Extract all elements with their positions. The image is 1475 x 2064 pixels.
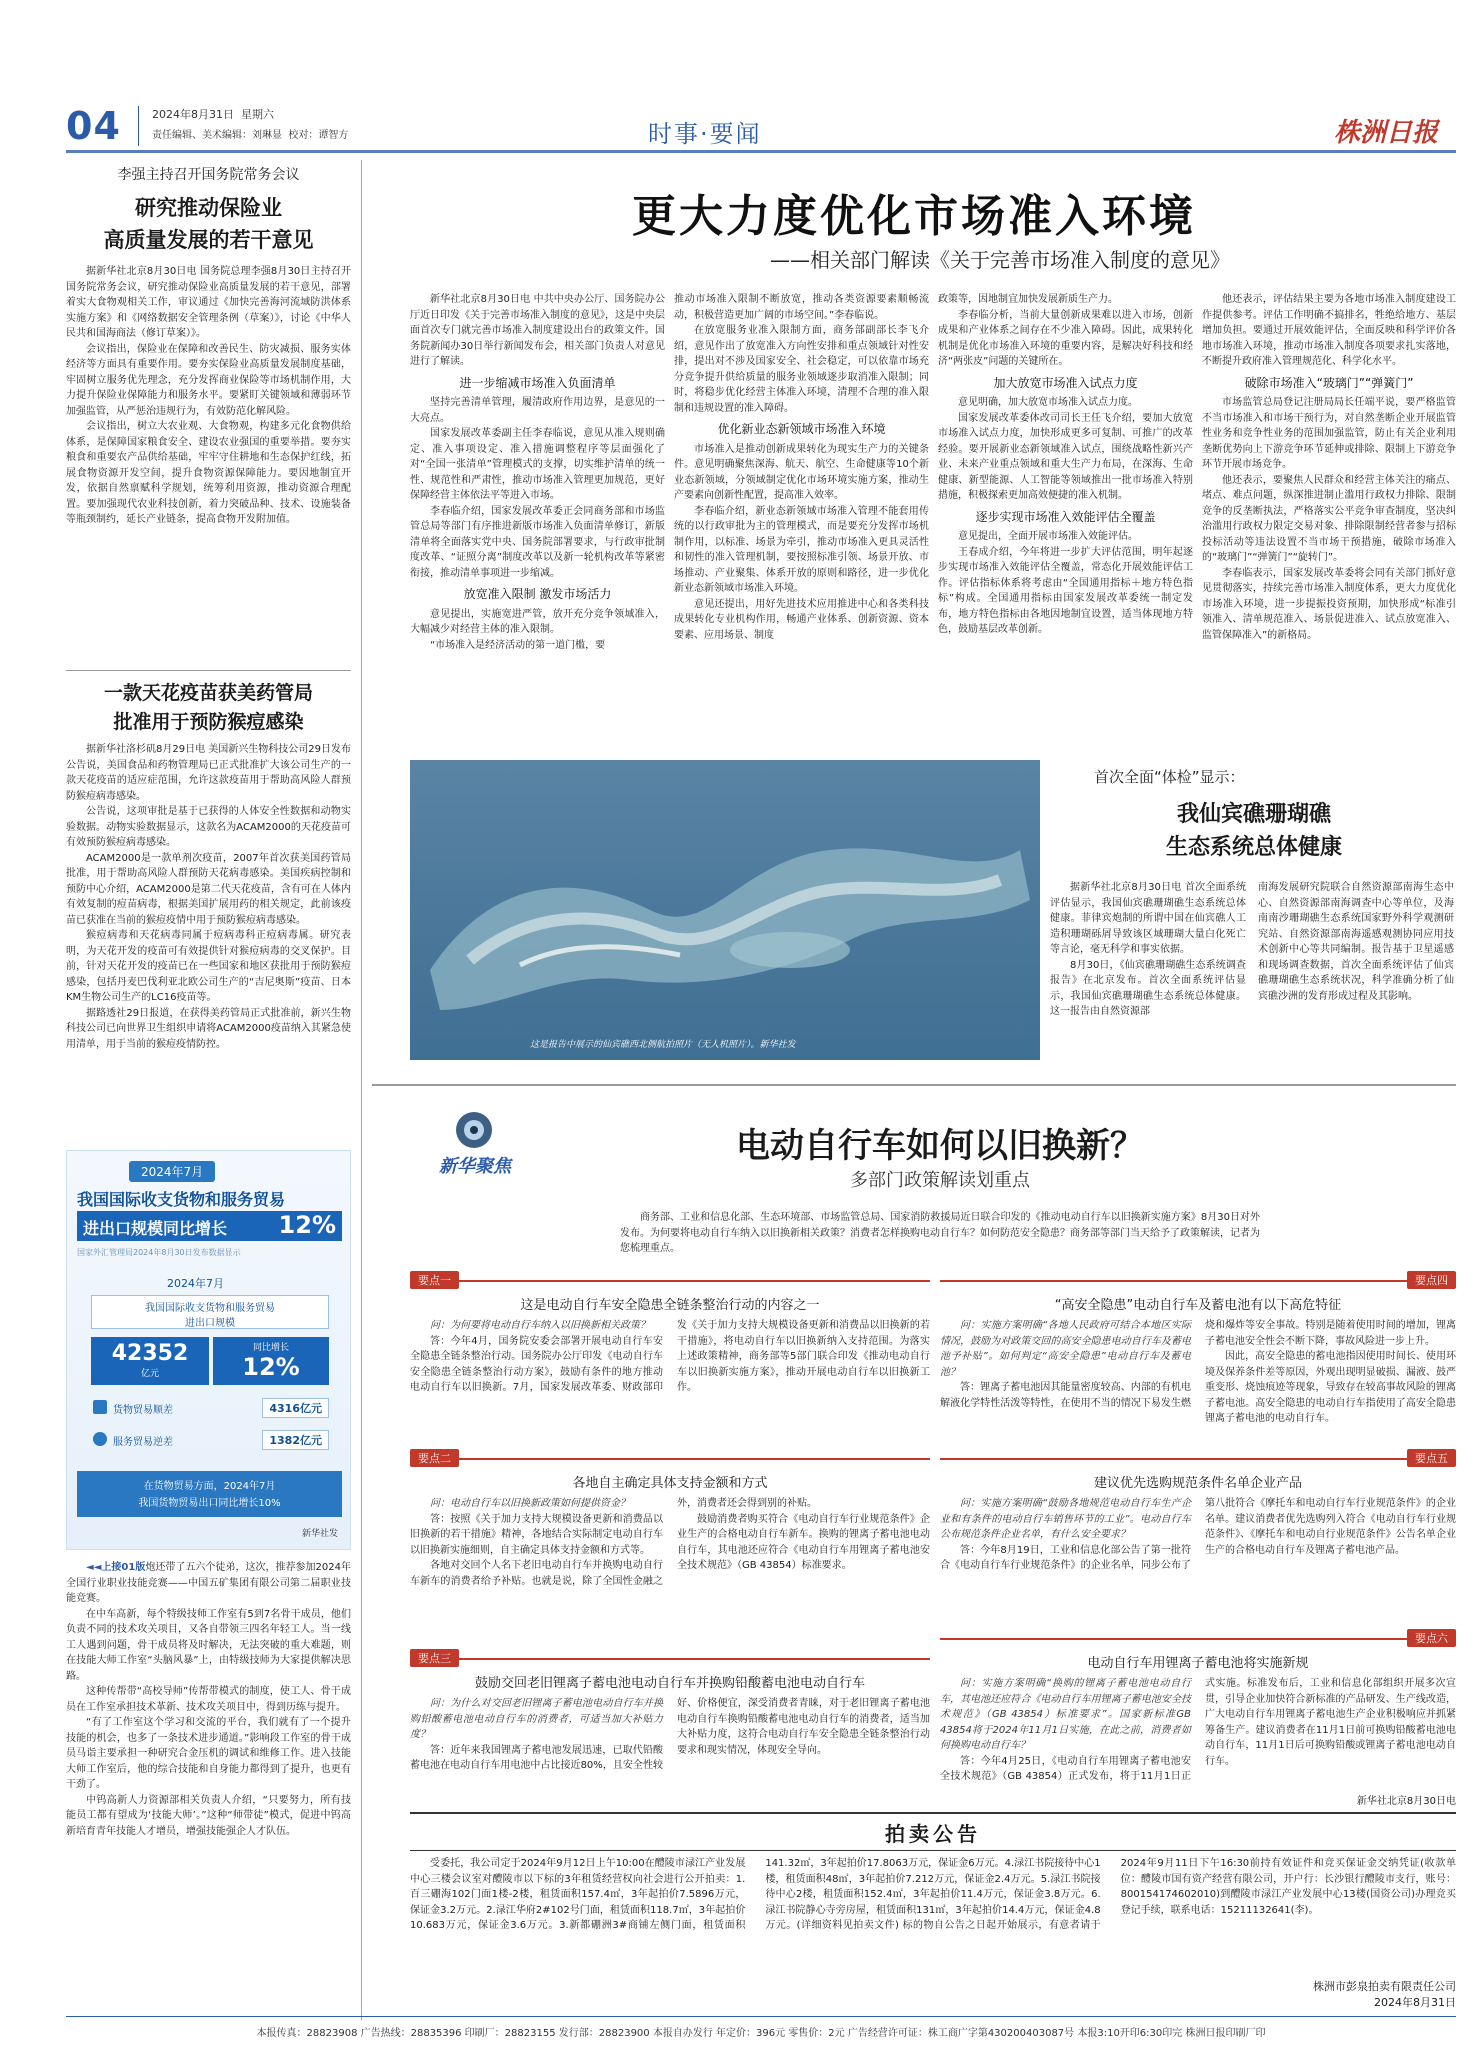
- paragraph: ◄◄上接01版炮还带了五六个徒弟，这次，推荐参加2024年全国行业职业技能竞赛——中国五矿集团有限公司第二届职业技能竞赛。: [66, 1562, 352, 1604]
- infographic-banner: 2024年7月: [129, 1161, 215, 1182]
- column-2: [674, 292, 929, 643]
- paragraph: 会议指出，保险业在保障和改善民生、防灾减损、服务实体经济等方面具有重要作用。要夯实保险业高质量发展制度基础，牢固树立服务优先理念，充分发挥商业保险等市场机制作用，大力提升保险业保障能力和服务水平。要紧盯关键领域和薄弱环节加强监管，从严惩治违规行为，有效防范化解风险。: [66, 343, 351, 417]
- subhead: 优化新业态新领域市场准入环境: [717, 422, 886, 436]
- main-subheadline: ——相关部门解读《关于完善市场准入制度的意见》: [770, 248, 1230, 272]
- point-tag: 要点一: [410, 1271, 459, 1289]
- goods-row: 货物贸易顺差 4316亿元: [91, 1397, 329, 1419]
- paragraph: 国家发展改革委副主任李春临说，意见从准入规则确定、准入事项设定、准入措施调整程序等层面强化了对“全国一张清单”管理模式的支撑，切实维护清单的统一性、规范性和严肃性，推动市场准入管理更加规范，更好保障经营主体依法平等进入市场。: [410, 428, 665, 501]
- footer-info: 本报传真：28823908 广告热线：28835396 印刷厂：28823155 发行部：28823900 本报自办发行 年定价：396元 零售价：2元 广告经营许可证：株工商广字第430200403087号 本报3:10开印6:30印完 株洲日报印刷厂印: [256, 2028, 1266, 2039]
- paragraph: 他还表示，评估结果主要为各地市场准入制度建设工作提供参考。评估工作明确不搞排名，牲绝给地方、基层增加负担。要通过开展效能评估，全面反映和科学评价各地市场准入环境，推动市场准入制度各项要求扎实落地，不断提升政府准入管理规范化、科学化水平。: [1202, 294, 1456, 367]
- paragraph: 政策等，因地制宜加快发展新质生产力。: [938, 294, 1118, 305]
- header-rule: [66, 150, 1456, 153]
- point-tag: 要点五: [1407, 1449, 1456, 1467]
- auction-body: 受委托，我公司定于2024年9月12日上午10:00在醴陵市渌江产业发展中心三楼会议室对醴陵市以下标的3年租赁经营权向社会进行公开拍卖：1.百三硼海102门面1楼-2楼，租赁面积157.4㎡，3年起拍价7.5896万元，保证金3.2万元。2.渌江华府2#102号门面，租赁面积118.7㎡，3年起拍价10.683万元，保证金3.6万元。3.新都硼洲3#商铺左侧门面，租赁面积141.32㎡，3年起拍价17.8063万元，保证金6万元。4.渌江书院接待中心1楼，租赁面积48㎡，3年起拍价7.212万元，保证金2.4万元。5.渌江书院接待中心2楼，租赁面积152.4㎡，3年起拍价11.4万元，保证金3.8万元。6.渌江书院静心寺旁房屋，租赁面积131㎡，3年起拍价14.4万元，保证金4.8万元。(详细资料见拍卖文件) 标的物自公告之日起开始展示，有意者请于2024年9月11日下午16:30前持有效证件和竞买保证金交纳凭证(收款单位：醴陵市国有资产经营有限公司，开户行：长沙银行醴陵市支行，账号：800154174602010)到醴陵市渌江产业发展中心13楼(国资公司)办理竞买登记手续，联系电话：15211132641(李)。: [410, 1858, 1456, 1931]
- source-note: 国家外汇管理局2024年8月30日发布数据显示: [77, 1248, 241, 1257]
- reef-body-right: [1258, 880, 1454, 1004]
- ev-headline: 电动自行车如何以旧换新？: [736, 1126, 1144, 1166]
- auction-company: 株洲市彭泉拍卖有限责任公司: [1313, 1980, 1456, 1993]
- point-tag: 要点二: [410, 1449, 459, 1467]
- reef-title-2: 生态系统总体健康: [1165, 834, 1342, 860]
- paragraph: “市场准入是经济活动的第一道门槛，要: [430, 639, 606, 651]
- trade-infographic: [66, 1150, 351, 1550]
- headline-line-2: 批准用于预防猴痘感染: [113, 711, 304, 733]
- subhead: 放宽准入限制 激发市场活力: [463, 587, 612, 601]
- paragraph: 在中车高新，每个特级技师工作室有5到7名骨干成员，他们负责不同的技术攻关项目，又各自带领三四名年轻工人。当一线工人遇到问题，骨干成员将及时解决，无法突破的重大难题，则在技能大师工作室“头脑风暴”上，由特级技师为大家提供解决思路。: [66, 1608, 351, 1682]
- article-state-council: [66, 164, 351, 528]
- ev-credit: 新华社北京8月30日电: [1356, 1796, 1456, 1807]
- column-1: [410, 292, 665, 653]
- headline-line-1: 一款天花疫苗获美药管局: [103, 682, 313, 704]
- paragraph: 王春成介绍，今年将进一步扩大评估范围，明年起逐步实现市场准入效能评估全覆盖，常态化开展效能评估工作。评估指标体系将考虑由“全国通用指标＋地方特色指标”构成。全国通用指标由国家发展改革委统一制定发布，地方特色指标由各地因地制宜设置，适当体现地方特色，鼓励基层改革创新。: [938, 546, 1193, 635]
- paragraph: 公告说，这项审批是基于已获得的人体安全性数据和动物实验数据。动物实验数据显示，这款名为ACAM2000的天花疫苗可有效预防猴痘病毒感染。: [66, 806, 351, 848]
- paragraph: 会议指出，树立大农业观、大食物观，构建多元化食物供给体系，是保障国家粮食安全、建设农业强国的重要举措。要夯实粮食和重要农产品供给基础，牢牢守住耕地和生态保护红线，拓展食物资源开发空间，提升食物资源保障能力。要因地制宜开发，依据自然禀赋科学规划，统筹利用资源，推动资源合理配置。要加强现代农业科技创新，着力突破品种、技术、设施装备等瓶颈制约，延长产业链条，提高食物开发附加值。: [66, 421, 351, 525]
- point-1-title: 这是电动自行车安全隐患全链条整治行动的内容之一: [520, 1298, 820, 1313]
- point-6-title: 电动自行车用锂离子蓄电池将实施新规: [1087, 1656, 1309, 1671]
- paragraph: 推动市场准入限制不断放宽，推动各类资源要素顺畅流动，积极营造更加广阔的市场空间。”李春临说。: [674, 294, 929, 321]
- paragraph: 市场监管总局登记注册局局长任端平说，要严格监管不当市场准入和市场干预行为，对自然垄断企业开展监管性业务和竞争性业务的范围加强监管，防止有关企业利用垄断优势向上下游竞争环节延伸或排除、限制上下游竞争环节开展市场竞争。: [1202, 397, 1456, 470]
- reef-body-left: [1050, 880, 1246, 1020]
- paragraph: 意见提出，实施宽进严管，放开充分竞争领域准入，大幅减少对经营主体的准入限制。: [410, 608, 665, 635]
- subhead: 加大放宽市场准入试点力度: [993, 375, 1138, 390]
- infographic-title-bar: 进出口规模同比增长 12%: [77, 1211, 342, 1241]
- paragraph: 他还表示，要聚焦人民群众和经营主体关注的痛点、堵点、难点问题，纵深推进制止滥用行政权力排除、限制竞争的反垄断执法，严格落实公平竞争审查制度，坚决纠治滥用行政权力限定交易对象、排除限制经营者参与招标投标活动等违法设置不当市场干预措施，破除市场准入的“玻璃门”“弹簧门”“旋转门”。: [1202, 474, 1456, 563]
- reef-kicker: 首次全面“体检”显示：: [1094, 768, 1245, 786]
- infographic-title-1: 我国国际收支货物和服务贸易: [77, 1190, 286, 1209]
- point-2-title: 各地自主确定具体支持金额和方式: [572, 1476, 768, 1491]
- reef-illustration: [410, 760, 1040, 1060]
- paragraph: 意见还提出，用好先进技术应用推进中心和各类科技成果转化专业机构作用，畅通产业体系、创新资源、资本要素、应用场景、制度: [674, 598, 929, 641]
- paragraph: 国家发展改革委体改司司长王任飞介绍，要加大放宽市场准入试点力度，加快形成更多可复制、可推广的改革经验。要开展新业态新领域准入试点，围绕战略性新兴产业、未来产业重点领域和重大生产力布局，在深海、生命健康、新型能源、人工智能等领域推出一批市场准入特别措施，积极探索更加高效便捷的准入机制。: [938, 412, 1193, 501]
- article-vaccine: [66, 678, 351, 1052]
- point-5-title: 建议优先选购规范条件名单企业产品: [1093, 1476, 1302, 1491]
- paragraph: 中钨高新人力资源部相关负责人介绍，“只要努力，所有技能员工都有望成为‘技能大师’。”这种“师带徒”模式，促进中钨高新培育青年技能人才增员，增强技能强企人才队伍。: [66, 1794, 351, 1837]
- subhead: 破除市场准入“玻璃门”“弹簧门”: [1244, 375, 1414, 390]
- camera-lens-icon: [444, 1110, 504, 1150]
- subhead: 逐步实现市场准入效能评估全覆盖: [975, 509, 1156, 524]
- reef-article: [1054, 766, 1454, 861]
- paragraph: 8月30日，《仙宾礁珊瑚礁生态系统调查报告》在北京发布。首次全面系统评估显示，我国仙宾礁珊瑚礁生态系统总体健康。这一报告由自然资源部: [1050, 959, 1246, 1017]
- service-row: 服务贸易逆差 1382亿元: [91, 1429, 329, 1451]
- paragraph: 这种传帮带“高校导师”传帮带模式的制度，使工人、骨干成员在工作室承担技术革新、技术攻关项目中，得到历练与提升。: [66, 1686, 351, 1713]
- point-3-body: 问：为什么对交回老旧锂离子蓄电池电动自行车并换购铅酸蓄电池电动自行车的消费者，可适当加大补贴力度？ 答：近年来我国锂离子蓄电池发展迅速，已取代铅酸蓄电池在电动自行车用电池中占比接近80%，且安全性较好、价格便宜，深受消费者青睐，对于老旧锂离子蓄电池电动自行车换购铅酸蓄电池电动自行车的消费者，适当加大补贴力度，这符合电动自行车安全隐患全链条整治行动要求和现实情况，体现安全导向。: [410, 1698, 930, 1771]
- kicker: 李强主持召开国务院常务会议: [117, 167, 300, 183]
- reef-aerial-photo: [410, 760, 1040, 1060]
- infographic-footer: 在货物贸易方面，2024年7月 我国货物贸易出口同比增长10%: [77, 1471, 342, 1517]
- point-5-body: 问：实施方案明确“鼓励各地规范电动自行车生产企业和有条件的电动自行车销售环节的工业”。电动自行车公布规范条件企业名单，有什么安全要求？ 答：今年8月19日，工业和信息化部公告了第一批符合《电动自行车行业规范条件》的企业名单，同步公布了第八批符合《摩托车和电动自行车行业规范条件》的企业名单。建议消费者优先选购列入符合《电动自行车行业规范条件》、《摩托车和电动自行业规范条件》公告名单企业生产的合格电动自行车及锂离子蓄电池产品。: [940, 1498, 1456, 1571]
- point-6-body: 问：实施方案明确“换购的锂离子蓄电池电动自行车，其电池还应符合《电动自行车用锂离子蓄电池安全技术规范》（GB 43854）标准要求”。国家新标准GB 43854将于2024年11月1日实施，在此之前，消费者如何换购电动自行车？ 答：今年4月25日，《电动自行车用锂离子蓄电池安全技术规范》（GB 43854）正式发布，将于11月1日正式实施。标准发布后，工业和信息化部组织开展多次宣贯，引导企业加快符合新标准的产品研发、生产线改造，广大电动自行车用锂离子蓄电池生产企业积极响应并抓紧筹备生产。建议消费者在11月1日前可换购铅酸蓄电池电动自行车，11月1日后可换购铅酸或锂离子蓄电池电动自行车。: [940, 1678, 1456, 1782]
- paragraph: 坚持完善清单管理，履清政府作用边界，是意见的一大亮点。: [410, 397, 665, 424]
- main-headline: 更大力度优化市场准入环境: [632, 191, 1196, 242]
- infographic-credit: 新华社发: [301, 1529, 338, 1539]
- issue-date-line: 2024年8月31日 星期六: [152, 108, 274, 121]
- paragraph: 李春临介绍，国家发展改革委正会同商务部和市场监管总局等部门有序推进新版市场准入负面清单修订，新版清单将全面落实党中央、国务院部署要求，与行政审批制度改革、“证照分离”制度改革以及新一轮机构改革等紧密衔接，推动清单事项进一步缩减。: [410, 505, 665, 579]
- point-2-body: 问：电动自行车以旧换新政策如何提供资金？ 答：按照《关于加力支持大规模设备更新和消费品以旧换新的若干措施》精神，各地结合实际制定电动自行车以旧换新实施细则，自主确定具体支持金额和方式等。 各地对交回个人名下老旧电动自行车并换购电动自行车新车的消费者给予补贴。也就是说，除了全国性金融之外，消费者还会得到别的补贴。 鼓励消费者购买符合《电动自行车行业规范条件》企业生产的合格电动自行车新车。换购的锂离子蓄电池电动自行车，其电池还应符合《电动自行车用锂离子蓄电池安全技术规范》（GB 43854）标准要求。: [410, 1498, 930, 1587]
- paragraph: 李春临分析，当前大量创新成果难以进入市场，创新成果和产业体系之间存在不少准入障碍。因此，成果转化机制是优化市场准入环境的重要内容，是解决好科技和经济“两张皮”问题的关键所在。: [938, 309, 1193, 367]
- point-tag: 要点四: [1407, 1271, 1456, 1289]
- paragraph: 南海发展研究院联合自然资源部南海生态中心、自然资源部南海调查中心等单位，及海南南沙珊瑚礁生态系统国家野外科学观测研究站、自然资源部南海遥感观测协同应用技术创新中心等共同编制。报告基于卫星遥感和现场调查数据，首次全面系统评估了仙宾礁珊瑚礁生态系统状况，科学准确分析了仙宾礁沙洲的发育形成过程及其影响。: [1258, 882, 1454, 1002]
- ev-intro: 商务部、工业和信息化部、生态环境部、市场监管总局、国家消防救援局近日联合印发的《推动电动自行车以旧换新实施方案》8月30日对外发布。为何要将电动自行车纳入以旧换新相关政策？消费者怎样换购电动自行车？如何防范安全隐患？商务部等部门当天给予了政策解读，记者为您梳理重点。: [620, 1212, 1260, 1254]
- box-icon: [93, 1400, 107, 1414]
- paragraph: 新华社北京8月30日电 中共中央办公厅、国务院办公厅近日印发《关于完善市场准入制度的意见》，这是中央层面首次专门就完善市场准入制度建设出台的政策文件。国务院新闻办30日举行新闻发布会，相关部门负责人对意见进行了解读。: [410, 294, 665, 367]
- paragraph: 李春临表示，国家发展改革委将会同有关部门抓好意见贯彻落实，持续完善市场准入制度体系，更大力度优化市场准入环境，进一步提振投资预期，加快形成“标准引领准入、清单规范准入、场景促进准入、试点放宽准入、监管保障准入”的新格局。: [1202, 567, 1456, 641]
- point-4-title: “高安全隐患”电动自行车及蓄电池有以下高危特征: [1054, 1298, 1342, 1313]
- card-title: 我国国际收支货物和服务贸易 进出口规模: [91, 1295, 329, 1329]
- auction-title: 拍卖公告: [885, 1822, 981, 1846]
- paragraph: “有了工作室这个学习和交流的平台，我们就有了一个提升技能的机会，也多了一条技术进步通道。”影响段工作室的骨干成员马诣主要承担一种研究合金压机的调试和维修工作。进入技能大师工作室后，他的综合技能和自身能力都得到了提升，也更有干劲了。: [66, 1717, 351, 1790]
- paragraph: 意见明确，加大放宽市场准入试点力度。: [958, 397, 1138, 408]
- paragraph: 据新华社北京8月30日电 首次全面系统评估显示，我国仙宾礁珊瑚礁生态系统总体健康。菲律宾炮制的所谓中国在仙宾礁人工造积珊瑚砾屑导致该区域珊瑚大量白化死亡等言论，毫无科学和事实依据。: [1050, 882, 1246, 955]
- paragraph: 据路透社29日报道，在获得美药管局正式批准前，新兴生物科技公司已向世界卫生组织申请将ACAM2000疫苗纳入其紧急使用清单，用于当前的猴痘疫情防控。: [66, 1007, 351, 1050]
- subhead: 进一步缩减市场准入负面清单: [459, 375, 616, 390]
- month-label: 2024年7月: [167, 1277, 224, 1290]
- photo-caption: 这是报告中展示的仙宾礁西北侧航拍照片（无人机照片）。新华社发: [530, 1040, 796, 1050]
- point-4-body: 问：实施方案明确“各地人民政府可结合本地区实际情况，鼓励为对政策交回的高安全隐患电动自行车及蓄电池予补贴”。如何判定“高安全隐患”电动自行车及蓄电池？ 答：锂离子蓄电池因其能量密度较高、内部的有机电解液化学特性活泼等特性，在使用不当的情况下易发生燃烧和爆炸等安全事故。特别是随着使用时间的增加，锂离子蓄电池安全性会不断下降，事故风险进一步上升。 因此，高安全隐患的蓄电池指因使用时间长、使用环境及保养条件差等原因，外观出现明显破损、漏液、鼓严重变形、烧蚀痕迹等现象，导致存在较高事故风险的锂离子蓄电池。高安全隐患的电动自行车指使用了高安全隐患锂离子蓄电池的电动自行车。: [940, 1320, 1456, 1424]
- headline-line-2: 高质量发展的若干意见: [103, 227, 314, 252]
- ev-subheadline: 多部门政策解读划重点: [850, 1170, 1030, 1191]
- column-4: [1202, 292, 1456, 643]
- paragraph: 据新华社北京8月30日电 国务院总理李强8月30日主持召开国务院常务会议，研究推动保险业高质量发展的若干意见，部署着实大食物观相关工作，审议通过《加快完善海河流域防洪体系实施方案》和《网络数据安全管理条例（草案）》，讨论《中华人民共和国海商法（修订草案）》。: [66, 266, 351, 339]
- point-1-body: 问：为何要将电动自行车纳入以旧换新相关政策？ 答：今年4月，国务院安委会部署开展电动自行车安全隐患全链条整治行动。国务院办公厅印发《电动自行车安全隐患全链条整治行动方案》，鼓励有条件的地方推动电动自行车以旧换新。7月，国家发展改革委、财政部印发《关于加力支持大规模设备更新和消费品以旧换新的若干措施》，将电动自行车以旧换新纳入支持范围。为落实上述政策精神，商务部等5部门联合印发《推动电动自行车以旧换新实施方案》，推动开展电动自行车以旧换新工作。: [410, 1320, 930, 1393]
- point-tag: 要点六: [1407, 1629, 1456, 1647]
- article-continued: [66, 1560, 351, 1839]
- section-title: 时事·要闻: [648, 120, 762, 148]
- paragraph: 在放宽服务业准入限制方面，商务部副部长李飞介绍，意见作出了放宽准入方向性安排和重点领域针对性安排，提出对不涉及国家安全、社会稳定，可以依靠市场充分竞争提升供给质量的服务业领域逐步取消准入限制；同时，将稳步优化经营主体准入环境，清理不合理的准入限制和违规设置的准入障碍。: [674, 325, 929, 414]
- headline-line-1: 研究推动保险业: [135, 195, 282, 220]
- service-icon: [93, 1432, 107, 1446]
- paragraph: 猴痘病毒和天花病毒同属于痘病毒科正痘病毒属。研究表明，为天花开发的疫苗可有效提供针对猴痘病毒的交叉保护。目前，针对天花开发的疫苗已在一些国家和地区获批用于预防猴痘感染，包括丹麦巴伐利亚北欧公司生产的“吉尼奥斯”疫苗、日本KM生物公司生产的LC16疫苗等。: [66, 930, 351, 1003]
- xinhua-focus-badge: 新华聚焦: [420, 1110, 530, 1180]
- reef-title-1: 我仙宾礁珊瑚礁: [1176, 801, 1331, 827]
- point-3-title: 鼓励交回老旧锂离子蓄电池电动自行车并换购铅酸蓄电池电动自行车: [474, 1676, 865, 1691]
- newspaper-logo: 株洲日报: [1334, 118, 1439, 148]
- yoy-card: 同比增长 12%: [213, 1337, 329, 1385]
- page-number: 04: [66, 104, 121, 148]
- point-tag: 要点三: [410, 1649, 459, 1667]
- paragraph: 据新华社洛杉矶8月29日电 美国新兴生物科技公司29日发布公告说，美国食品和药物管理局已正式批准扩大该公司生产的一款天花疫苗的适应症范围，允许这款疫苗用于帮助高风险人群预防猴痘病毒感染。: [66, 744, 351, 802]
- auction-date: 2024年8月31日: [1374, 1996, 1456, 2009]
- paragraph: 李春临介绍，新业态新领域市场准入管理不能套用传统的以行政审批为主的管理模式，而是要充分发挥市场机制作用，以标准、场景为牵引，推动市场准入更具灵活性和韧性的准入管理机制，要按照标准引领、场景开放、市场推动、产业聚集、体系开放的原则和路径，进一步优化新业态新领域市场准入环境。: [674, 505, 929, 594]
- paragraph: 意见提出，全面开展市场准入效能评估。: [958, 531, 1138, 542]
- editor-line: 责任编辑、美术编辑：刘琳显 校对：谭智方: [152, 130, 349, 141]
- paragraph: 市场准入是推动创新成果转化为现实生产力的关键条件。意见明确聚焦深海、航天、航空、生命健康等10个新业态新领域，分领域制定优化市场环境实施方案，推动生产要素向创新性配置，提高准入效率。: [674, 443, 929, 501]
- total-value-card: 42352 亿元: [91, 1337, 209, 1385]
- paragraph: ACAM2000是一款单剂次疫苗，2007年首次获美国药管局批准，用于帮助高风险人群预防天花病毒感染。美国疾病控制和预防中心介绍，ACAM2000是第二代天花疫苗，含有可在人体内有效复制的痘苗病毒，根据美国扩展用药的相关规定，此前该疫苗已获准在当前的猴痘疫情中用于预防猴痘病毒感染。: [66, 852, 351, 926]
- column-3: [938, 292, 1193, 638]
